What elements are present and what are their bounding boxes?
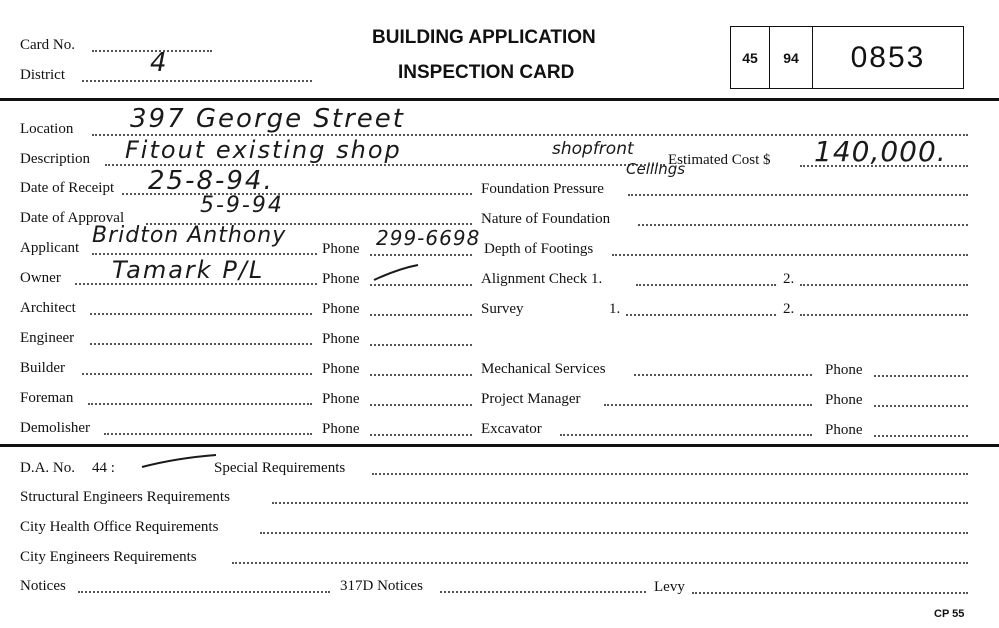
notices-317d-field[interactable] [440,591,646,593]
mechanical-phone-field[interactable] [874,375,968,377]
form-title-line2: INSPECTION CARD [398,62,575,83]
district-field[interactable] [82,80,312,82]
special-requirements-label: Special Requirements [214,460,346,476]
survey-2-label: 2. [783,301,795,317]
project-manager-label: Project Manager [481,391,581,407]
location-value: 397 George Street [130,104,405,134]
engineer-label: Engineer [20,330,75,346]
engineer-phone-label: Phone [322,331,360,347]
notices-label: Notices [20,578,66,594]
nature-foundation-field[interactable] [638,224,968,226]
notices-317d-label: 317D Notices [340,578,423,594]
engineer-phone-field[interactable] [370,344,472,346]
project-manager-phone-field[interactable] [874,405,968,407]
number-box-prefix-a: 45 [731,27,770,88]
excavator-phone-label: Phone [825,422,863,438]
levy-field[interactable] [692,592,968,594]
owner-label: Owner [20,270,61,286]
alignment-check-2-label: 2. [783,271,795,287]
description-label: Description [20,151,90,167]
city-engineers-requirements-label: City Engineers Requirements [20,549,197,565]
alignment-check-2-field[interactable] [800,284,968,286]
applicant-label: Applicant [20,240,80,256]
foreman-phone-label: Phone [322,391,360,407]
survey-1-label: 1. [609,301,621,317]
card-number-box [730,26,964,89]
notices-field[interactable] [78,591,330,593]
card-no-label: Card No. [20,37,75,53]
city-engineers-requirements-field[interactable] [232,562,968,564]
mechanical-services-label: Mechanical Services [481,361,606,377]
builder-label: Builder [20,360,65,376]
district-value: 4 [150,48,169,78]
demolisher-label: Demolisher [20,420,90,436]
depth-footings-label: Depth of Footings [484,241,594,257]
health-requirements-label: City Health Office Requirements [20,519,219,535]
survey-1-field[interactable] [626,314,776,316]
date-approval-label: Date of Approval [20,210,125,226]
form-code: CP 55 [934,608,965,620]
foreman-field[interactable] [88,403,312,405]
mechanical-phone-label: Phone [825,362,863,378]
header-divider [0,98,999,101]
description-value-shopfront: shopfront [552,139,634,159]
project-manager-phone-label: Phone [825,392,863,408]
excavator-field[interactable] [560,434,812,436]
owner-phone-field[interactable] [370,284,472,286]
foreman-label: Foreman [20,390,74,406]
foreman-phone-field[interactable] [370,404,472,406]
date-receipt-label: Date of Receipt [20,180,115,196]
applicant-phone-value: 299-6698 [376,226,481,250]
project-manager-field[interactable] [604,404,812,406]
applicant-value: Bridton Anthony [92,223,287,248]
demolisher-phone-field[interactable] [370,434,472,436]
location-label: Location [20,121,74,137]
applicant-field[interactable] [92,253,317,255]
health-requirements-field[interactable] [260,532,968,534]
owner-phone-label: Phone [322,271,360,287]
nature-foundation-label: Nature of Foundation [481,211,611,227]
foundation-pressure-field[interactable] [628,194,968,196]
district-label: District [20,67,65,83]
architect-label: Architect [20,300,76,316]
architect-phone-field[interactable] [370,314,472,316]
depth-footings-field[interactable] [612,254,968,256]
excavator-phone-field[interactable] [874,435,968,437]
mechanical-services-field[interactable] [634,374,812,376]
owner-value: Tamark P/L [112,256,265,284]
estimated-cost-label: Estimated Cost $ [668,152,771,168]
builder-field[interactable] [82,373,312,375]
da-no-value: 44 : [92,460,115,476]
applicant-phone-label: Phone [322,241,360,257]
structural-requirements-field[interactable] [272,502,968,504]
description-value-ceilings: Ceilings [626,160,686,178]
alignment-check-label: Alignment Check 1. [481,271,603,287]
survey-2-field[interactable] [800,314,968,316]
footer-divider [0,444,999,447]
builder-phone-label: Phone [322,361,360,377]
number-box-prefix-b: 94 [770,27,813,88]
excavator-label: Excavator [481,421,542,437]
special-requirements-field[interactable] [372,473,968,475]
applicant-phone-field[interactable] [370,254,472,256]
date-receipt-value: 25-8-94. [148,166,274,196]
survey-label: Survey [481,301,524,317]
owner-phone-dash-mark [372,262,422,284]
form-title-line1: BUILDING APPLICATION [372,27,596,48]
date-approval-value: 5-9-94 [200,193,284,218]
da-no-handwritten-line [140,451,220,471]
description-value: Fitout existing shop [125,136,402,164]
engineer-field[interactable] [90,343,312,345]
da-no-label: D.A. No. [20,460,75,476]
demolisher-field[interactable] [104,433,312,435]
architect-field[interactable] [90,313,312,315]
foundation-pressure-label: Foundation Pressure [481,181,604,197]
alignment-check-1-field[interactable] [636,284,776,286]
architect-phone-label: Phone [322,301,360,317]
card-number: 0853 [850,40,926,74]
structural-requirements-label: Structural Engineers Requirements [20,489,230,505]
builder-phone-field[interactable] [370,374,472,376]
levy-label: Levy [654,579,685,595]
demolisher-phone-label: Phone [322,421,360,437]
estimated-cost-value: 140,000. [814,135,947,168]
